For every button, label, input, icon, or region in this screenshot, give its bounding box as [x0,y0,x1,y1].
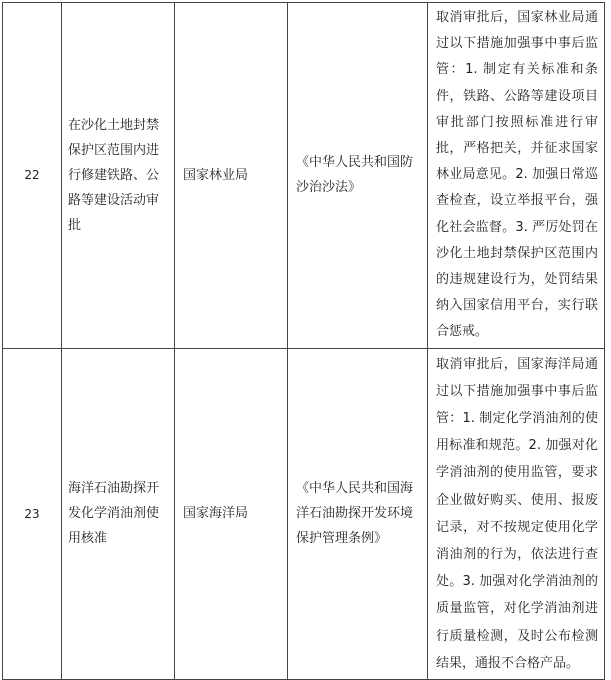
department: 国家林业局 [175,3,288,349]
approval-item: 海洋石油勘探开发化学消油剂使用核准 [62,348,175,679]
table-row [3,3,605,349]
supervision-measures: 取消审批后，国家林业局通过以下措施加强事中事后监管：1. 制定有关标准和条件，铁路、公路等建设项目审批部门按照标准进行审批，严格把关，并征求国家林业局意见。2. 加强日常巡查检查，设立举报平台，强化社会监督。3. 严厉处罚在沙化土地封禁保护区范围内的违规建设行为，处罚结果纳入国家信用平台，实行联合惩戒。 [428,3,605,349]
approval-table [2,2,605,680]
approval-item: 在沙化土地封禁保护区范围内进行修建铁路、公路等建设活动审批 [62,3,175,349]
department: 国家海洋局 [175,348,288,679]
supervision-measures: 取消审批后，国家海洋局通过以下措施加强事中事后监管：1. 制定化学消油剂的使用标准和规范。2. 加强对化学消油剂的使用监管，要求企业做好购买、使用、报废记录，对不按规定使用化学消油剂的行为，依法进行查处。3. 加强对化学消油剂的质量监管，对化学消油剂进行质量检测，及时公布检测结果，通报不合格产品。 [428,348,605,679]
row-number: 22 [3,3,62,349]
table-row [3,348,605,679]
legal-basis: 《中华人民共和国防沙治沙法》 [288,3,428,349]
row-number: 23 [3,348,62,679]
legal-basis: 《中华人民共和国海洋石油勘探开发环境保护管理条例》 [288,348,428,679]
